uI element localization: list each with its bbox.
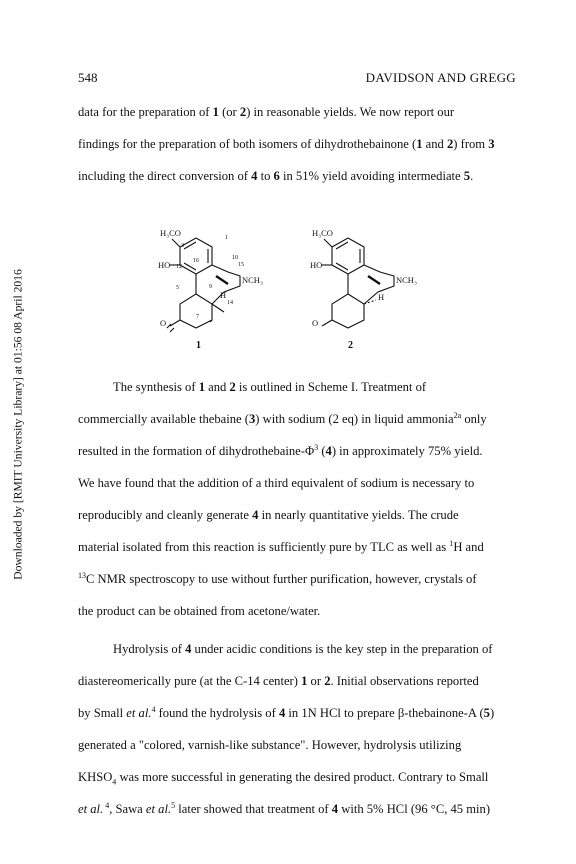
text-line: data for the preparation of 1 (or 2) in reasonable yields. We now report our [78, 105, 455, 119]
text-line: We have found that the addition of a third equivalent of sodium is necessary to [78, 476, 475, 490]
position-label: 7 [196, 314, 199, 320]
structures-figure [150, 216, 430, 361]
amine-label: NCH₃ [396, 275, 417, 285]
ketone-oxygen-label: O [312, 318, 319, 328]
position-label: 3 [181, 243, 184, 249]
text-line: diastereomerically pure (at the C-14 center) 1 or 2. Initial observations reported [78, 674, 479, 688]
running-title: DAVIDSON AND GREGG [365, 70, 516, 85]
ketone-oxygen-label: O [160, 318, 167, 328]
position-label: 9 [209, 284, 212, 290]
text-line: Hydrolysis of 4 under acidic conditions is the key step in the preparation of [113, 642, 493, 656]
compound-number-1: 1 [196, 340, 201, 351]
text-line: reproducibly and cleanly generate 4 in nearly quantitative yields. The crude [78, 508, 459, 522]
position-label: 14 [227, 300, 233, 306]
methoxy-label: H₃CO [160, 228, 181, 238]
text-line: by Small et al.$^4$ found the hydrolysis of 4 in 1N HCl to prepare β-thebainone-A (5) [78, 704, 495, 720]
methoxy-label: H₃CO [312, 228, 333, 238]
text-line: $KHSO_4$ was more successful in generating the desired product. Contrary to Small [78, 770, 489, 787]
text-line: The synthesis of 1 and 2 is outlined in Scheme I. Treatment of [113, 380, 427, 394]
text-line: material isolated from this reaction is sufficiently pure by TLC as well as $^1$H and [78, 538, 484, 554]
structure-2 [322, 238, 394, 328]
position-label: 5 [176, 285, 179, 291]
position-label: 12 [176, 264, 182, 270]
text-line: et al. $^4$, Sawa et al.$^5$ later showed that treatment of 4 with 5% HCl (96 °C, 45 min) [78, 800, 491, 816]
text-line: the product can be obtained from acetone/water. [78, 604, 321, 618]
text-line: including the direct conversion of 4 to 6 in 51% yield avoiding intermediate 5. [78, 169, 474, 183]
hydrogen-label: H [220, 290, 227, 300]
position-label: 15 [238, 262, 244, 268]
hydroxy-label: HO [158, 260, 171, 270]
download-note: Downloaded by [RMIT University Library] at 01:56 08 April 2016 [11, 269, 25, 580]
hydrogen-label: H [378, 292, 385, 302]
compound-number-2: 2 [348, 340, 353, 351]
position-label: 1 [225, 235, 228, 241]
hydroxy-label: HO [310, 260, 323, 270]
text-line: $^{13}$C NMR spectroscopy to use without further purification, however, crystals of [78, 570, 477, 586]
page-number: 548 [78, 70, 98, 85]
position-label: 10 [232, 255, 238, 261]
text-line: generated a "colored, varnish-like substance". However, hydrolysis utilizing [78, 738, 462, 752]
text-line: resulted in the formation of dihydrothebaine-$\Phi^3$ (4) in approximately 75% yield. [78, 442, 483, 458]
amine-label: NCH₃ [242, 275, 263, 285]
text-line: commercially available thebaine (3) with sodium (2 eq) in liquid ammonia$^{2a}$ only [78, 410, 487, 426]
position-label: 16 [193, 258, 199, 264]
text-line: findings for the preparation of both isomers of dihydrothebainone (1 and 2) from 3 [78, 137, 495, 151]
